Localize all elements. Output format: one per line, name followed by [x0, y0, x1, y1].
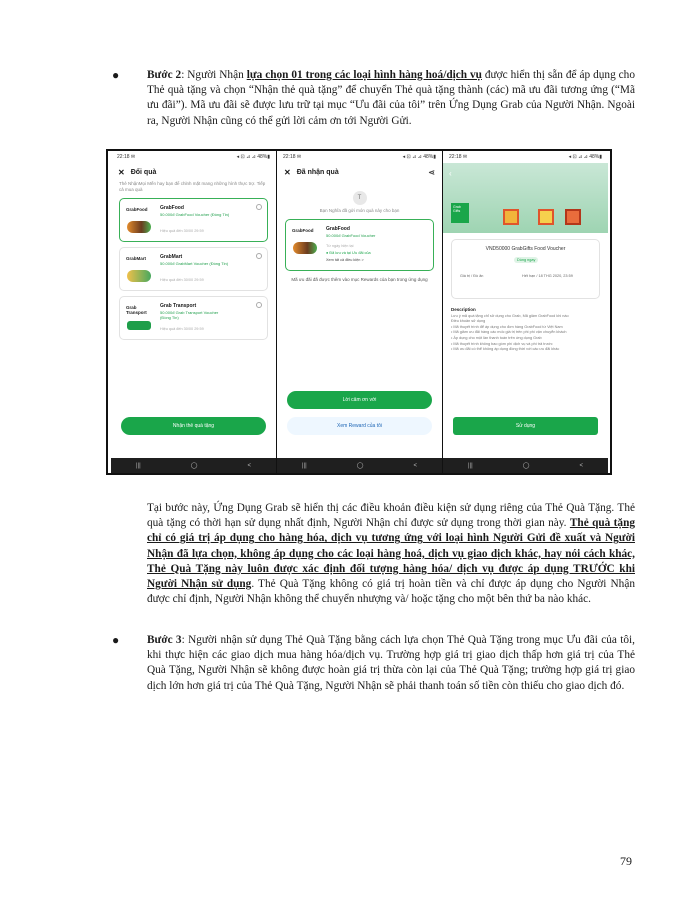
- step3-text: : Người nhận sử dụng Thẻ Quà Tặng bằng cách lựa chọn Thẻ Quà Tặng trong mục Ưu đãi của tôi, khi thực hiện các giao dịch mua hàng hóa/dịch vụ. Trường hợp giá trị giao dịch thấp hơn giá trị của Thẻ Quà Tặng, Người Nhận sẽ không được hoàn giá trị thừa còn lại của Thẻ Quà Tặng; trường hợp giá trị giao dịch lớn hơn giá trị của Thẻ Quà Tặng, Người Nhận sẽ phải thanh toán số tiền còn thiếu cho giao dịch đó.: [147, 634, 636, 692]
- avatar: T: [353, 191, 367, 205]
- screen-subtitle: Thẻ NhậnMọi Mến hay bạn để chỉnh mặt mang những hình thực trợ. Tiếp cả mua quà: [119, 181, 266, 192]
- step2-label: Bước 2: [147, 69, 182, 81]
- home-icon[interactable]: ◯: [356, 463, 364, 469]
- terms-paragraph: [147, 501, 635, 607]
- step2-paragraph: [147, 68, 635, 129]
- page-number: 79: [620, 854, 632, 868]
- screen-header: [277, 163, 442, 181]
- view-rewards-button[interactable]: Xem Reward của tôi: [287, 417, 432, 435]
- recents-icon[interactable]: |||: [136, 462, 141, 469]
- screen-title: Đổi quà: [130, 168, 157, 176]
- recents-icon[interactable]: |||: [468, 462, 473, 469]
- screen-voucher-detail: [443, 151, 608, 473]
- radio-icon[interactable]: [256, 204, 262, 210]
- status-bar: 22:18 ✉ ◂ ⊡ ⊿ ⊿ 48%▮: [449, 154, 602, 160]
- step2-underlined: lựa chọn 01 trong các loại hình hàng hoá/dịch vụ: [246, 69, 482, 81]
- android-nav-bar: [277, 458, 442, 473]
- step2-text-a: : Người Nhận: [181, 69, 247, 81]
- terms-text-a: Tại bước này, Ứng Dụng Grab sẽ hiển thị các điều khoản điều kiện sử dụng riêng của Thẻ Quà Tặng. Thẻ quà tặng có thời hạn sử dụng nhất định, Người Nhận chỉ được sử dụng trong thời gian này.: [147, 502, 635, 530]
- radio-icon[interactable]: [256, 253, 262, 259]
- back-arrow-icon[interactable]: ‹: [449, 169, 452, 178]
- recents-icon[interactable]: |||: [302, 462, 307, 469]
- terms-text-b: . Thẻ Quà Tặng không có giá trị hoàn tiền và chỉ được áp dụng cho Người Nhận được chỉ định, Người Nhận không thể chuyển nhượng và/ hoặc tặng cho một bên thứ ba nào khác.: [147, 578, 635, 606]
- car-illustration: [127, 321, 151, 330]
- app-screenshots: [106, 149, 612, 475]
- step3-label: Bước 3: [147, 634, 182, 646]
- back-icon[interactable]: <: [413, 462, 417, 469]
- bullet: ●: [112, 633, 120, 647]
- step3-paragraph: [147, 633, 635, 694]
- grab-gifts-tag: Grab Gifts: [451, 203, 469, 223]
- option-card-transport[interactable]: Grab Transport Grab Transport 50.000đ Grab Transport Voucher (Đồng Tin) Hiệu quả đến 30/00 29:59: [119, 296, 268, 340]
- android-nav-bar: [443, 458, 608, 473]
- gift-box-icon: [538, 209, 554, 225]
- screen-header: [111, 163, 276, 181]
- receive-gift-button[interactable]: Nhận thẻ quà tặng: [121, 417, 266, 435]
- food-illustration: [127, 221, 151, 233]
- home-icon[interactable]: ◯: [522, 463, 530, 469]
- use-voucher-button[interactable]: Sử dụng: [453, 417, 598, 435]
- back-icon[interactable]: <: [247, 462, 251, 469]
- screen-title: Đã nhận quà: [296, 168, 339, 176]
- food-illustration: [293, 242, 317, 254]
- thanks-prompt: Bạn Nghĩa đã gửi món quà này cho bạn: [319, 208, 400, 213]
- back-icon[interactable]: <: [579, 462, 583, 469]
- gift-box-icon: [503, 209, 519, 225]
- gift-box-icon: [565, 209, 581, 225]
- send-thanks-button[interactable]: Lời cảm ơn với: [287, 391, 432, 409]
- close-icon[interactable]: ✕: [284, 167, 291, 177]
- terms-underlined: Thẻ quà tặng chỉ có giá trị áp dụng cho hàng hóa, dịch vụ tương ứng với loại hình Người Gửi đề xuất và Người Nhận đã lựa chọn, không áp dụng cho các loại hàng hoá, dịch vụ giao dịch khác, hay nói cách khác, Thẻ Quà Tặng này luôn được xác định đối tượng hàng hóa/ dịch vụ được áp dụng TRƯỚC khi Người Nhận sử dụng: [147, 517, 635, 591]
- android-nav-bar: [111, 458, 276, 473]
- bullet: ●: [112, 68, 120, 82]
- screen-redeem-gift: [111, 151, 276, 473]
- received-voucher-card[interactable]: GrabFood GrabFood 50.000đ GrabFood Voucher Từ ngày hiện tại ● Đã lưu và tại Ưu đãi của Xem tất cả điều kiện >: [285, 219, 434, 271]
- option-card-grabfood[interactable]: GrabFood GrabFood 50.000đ GrabFood Voucher (Đồng Tin) Hiệu quả đến 30/00 29:59: [119, 198, 268, 242]
- status-bar: 22:18 ✉ ◂ ⊡ ⊿ ⊿ 48%▮: [283, 154, 436, 160]
- home-icon[interactable]: ◯: [190, 463, 198, 469]
- status-bar: 22:18 ✉ ◂ ⊡ ⊿ ⊿ 48%▮: [117, 154, 270, 160]
- gift-banner: [443, 163, 608, 233]
- rewards-note: Mã ưu đãi đã được thêm vào mục Rewards của bạn trong ứng dụng: [291, 277, 428, 282]
- grocery-illustration: [127, 270, 151, 282]
- step2-text-b: được hiển thị sẵn để áp dụng cho Thẻ quà tặng và chọn “Nhận thẻ quà tặng” để chuyển Thẻ quà tặng thành (các) mã ưu đãi tương ứng (“Mã ưu đãi”). Mã ưu đãi sẽ được lưu trữ tại mục “Ưu đãi của tôi” trên Ứng Dụng Grab của Người Nhận. Ngoài ra, Người Nhận cũng có thể gửi lời cảm ơn tới Người Gửi.: [147, 69, 635, 127]
- option-card-grabmart[interactable]: GrabMart GrabMart 50.000đ GrabMart Voucher (Đồng Tin) Hiệu quả đến 30/00 29:59: [119, 247, 268, 291]
- screen-gift-received: [277, 151, 442, 473]
- voucher-card: VND50000 GrabGifts Food Voucher Dùng ngay Giá trị / Đồ ăn Hết hạn / 18 THG 2020, 23:59: [451, 239, 600, 299]
- status-badge: Dùng ngay: [514, 257, 538, 263]
- radio-icon[interactable]: [256, 302, 262, 308]
- close-icon[interactable]: ✕: [118, 167, 125, 177]
- share-icon[interactable]: ⋖: [428, 167, 435, 177]
- description: Description Lưu ý mã quà tặng chỉ sử dụng cho Grab, Mã giảm GrabFood khi nào Điều khoản sử dụng • Mã thuyết trình để áp dụng cho đơn hàng GrabFood từ Việt Nam • Mã giảm ưu đãi hàng các mốc giá trị trên phi phí vận chuyển khách • Áp dụng cho một lần thanh toán trên ứng dụng Grab • Mã thuyết trình không bao gồm phí dịch vụ và phí trả trước • Mã ưu đãi có thể không áp dụng đồng thời với các ưu đãi khác: [451, 307, 569, 352]
